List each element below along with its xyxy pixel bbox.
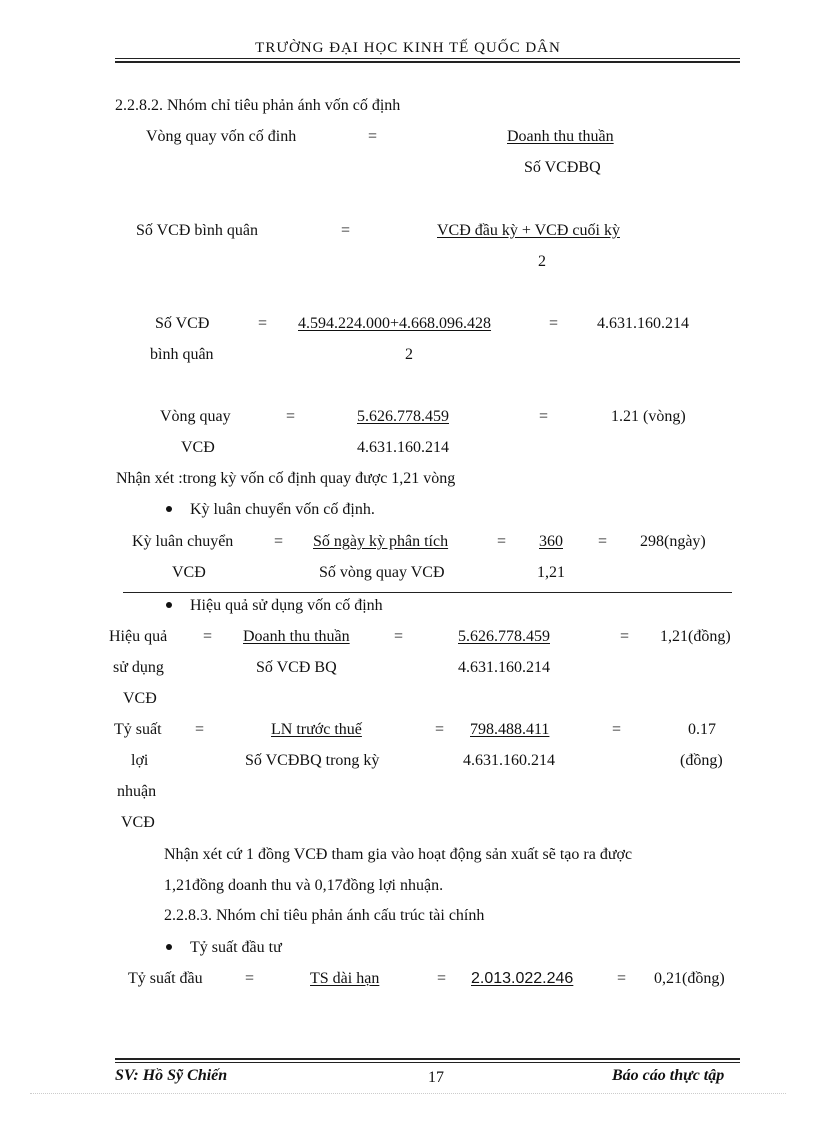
f1-numerator: Doanh thu thuần [507,128,614,145]
f4-equals-2: = [539,408,549,425]
f7-label-line4: VCĐ [121,814,155,831]
bullet-dot [166,602,172,608]
f2-label: Số VCĐ bình quân [136,222,258,239]
f3-result: 4.631.160.214 [597,315,689,332]
footer-page-number: 17 [428,1069,444,1086]
f5-label-line1: Kỳ luân chuyển [132,533,234,550]
f7-label-line3: nhuận [117,783,157,800]
f8-result: 0,21(đồng) [654,970,725,987]
f5-label-line2: VCĐ [172,564,206,581]
f7-equals: = [195,721,205,738]
f6-equals-3: = [620,628,630,645]
f4-numerator: 5.626.778.459 [357,408,449,425]
f5-equals-3: = [598,533,608,550]
f6-denominator-2: 4.631.160.214 [458,659,550,676]
f8-equals-3: = [617,970,627,987]
f4-denominator: 4.631.160.214 [357,439,449,456]
f3-label-line1: Số VCĐ [155,315,210,332]
f1-equals: = [368,128,378,145]
f3-denominator: 2 [405,346,413,363]
f6-numerator: Doanh thu thuần [243,628,350,645]
f5-numerator: Số ngày kỳ phân tích [313,533,449,550]
f7-numerator-2: 798.488.411 [470,721,550,738]
f4-equals: = [286,408,296,425]
f5-equals: = [274,533,284,550]
f5-denominator: Số vòng quay VCĐ [319,564,445,581]
bullet-2-text: Hiệu quả sử dụng vốn cố định [190,597,383,614]
f8-label: Tỷ suất đầu [128,970,203,987]
f4-label-line1: Vòng quay [160,408,231,425]
f6-result: 1,21(đồng) [660,628,731,645]
f8-equals-2: = [437,970,447,987]
header-rule-top [115,58,740,59]
footer-rule-bottom [115,1062,740,1063]
f7-label-line1: Tỷ suất [114,721,162,738]
f6-equals-2: = [394,628,404,645]
header-rule-bottom [115,61,740,63]
page-header-title: TRƯỜNG ĐẠI HỌC KINH TẾ QUỐC DÂN [255,40,561,56]
f5-equals-2: = [497,533,507,550]
f3-numerator: 4.594.224.000+4.668.096.428 [298,315,492,332]
f7-result-line1: 0.17 [688,721,716,738]
remark-2-line1: Nhận xét cứ 1 đồng VCĐ tham gia vào hoạt động sản xuất sẽ tạo ra được [164,846,633,863]
f3-label-line2: bình quân [150,346,214,363]
remark-2-line2: 1,21đồng doanh thu và 0,17đồng lợi nhuận. [164,877,444,894]
page-bottom-dotted-line [30,1093,786,1094]
f8-numerator: TS dài hạn [310,970,380,987]
f8-numerator-2: 2.013.022.246 [471,970,574,987]
f4-result: 1.21 (vòng) [611,408,686,425]
f2-equals: = [341,222,351,239]
f5-numerator-2: 360 [539,533,563,550]
f6-equals: = [203,628,213,645]
f1-denominator: Số VCĐBQ [524,159,601,176]
f7-numerator: LN trước thuế [271,721,362,738]
section-title: 2.2.8.2. Nhóm chỉ tiêu phản ánh vốn cố định [115,97,401,114]
f7-result-line2: (đồng) [680,752,723,769]
bullet-1-text: Kỳ luân chuyển vốn cố định. [190,501,375,518]
f5-result: 298(ngày) [640,533,706,550]
f4-label-line2: VCĐ [181,439,215,456]
f2-denominator: 2 [538,253,546,270]
f7-denominator-2: 4.631.160.214 [463,752,555,769]
bullet-dot [166,944,172,950]
f5-denominator-2: 1,21 [537,564,565,581]
footer-rule-top [115,1058,740,1060]
remark-1: Nhận xét :trong kỳ vốn cố định quay được 1,21 vòng [116,470,456,487]
f7-equals-3: = [612,721,622,738]
f7-equals-2: = [435,721,445,738]
f6-denominator: Số VCĐ BQ [256,659,337,676]
f6-label-line1: Hiệu quả [109,628,168,645]
f7-label-line2: lợi [131,752,149,769]
footer-author: SV: Hồ Sỹ Chiến [115,1067,228,1084]
f3-equals: = [258,315,268,332]
f6-numerator-2: 5.626.778.459 [458,628,550,645]
footer-title: Báo cáo thực tập [612,1067,725,1084]
separator-rule [123,592,732,593]
bullet-3-text: Tỷ suất đầu tư [190,939,282,956]
f7-denominator: Số VCĐBQ trong kỳ [245,752,380,769]
f8-equals: = [245,970,255,987]
f6-label-line3: VCĐ [123,690,157,707]
f1-label: Vòng quay vốn cố đinh [146,128,297,145]
section-2-title: 2.2.8.3. Nhóm chỉ tiêu phản ánh cấu trúc tài chính [164,907,485,924]
f6-label-line2: sử dụng [113,659,164,676]
bullet-dot [166,506,172,512]
f2-numerator: VCĐ đầu kỳ + VCĐ cuối kỳ [437,222,620,239]
f3-equals-2: = [549,315,559,332]
